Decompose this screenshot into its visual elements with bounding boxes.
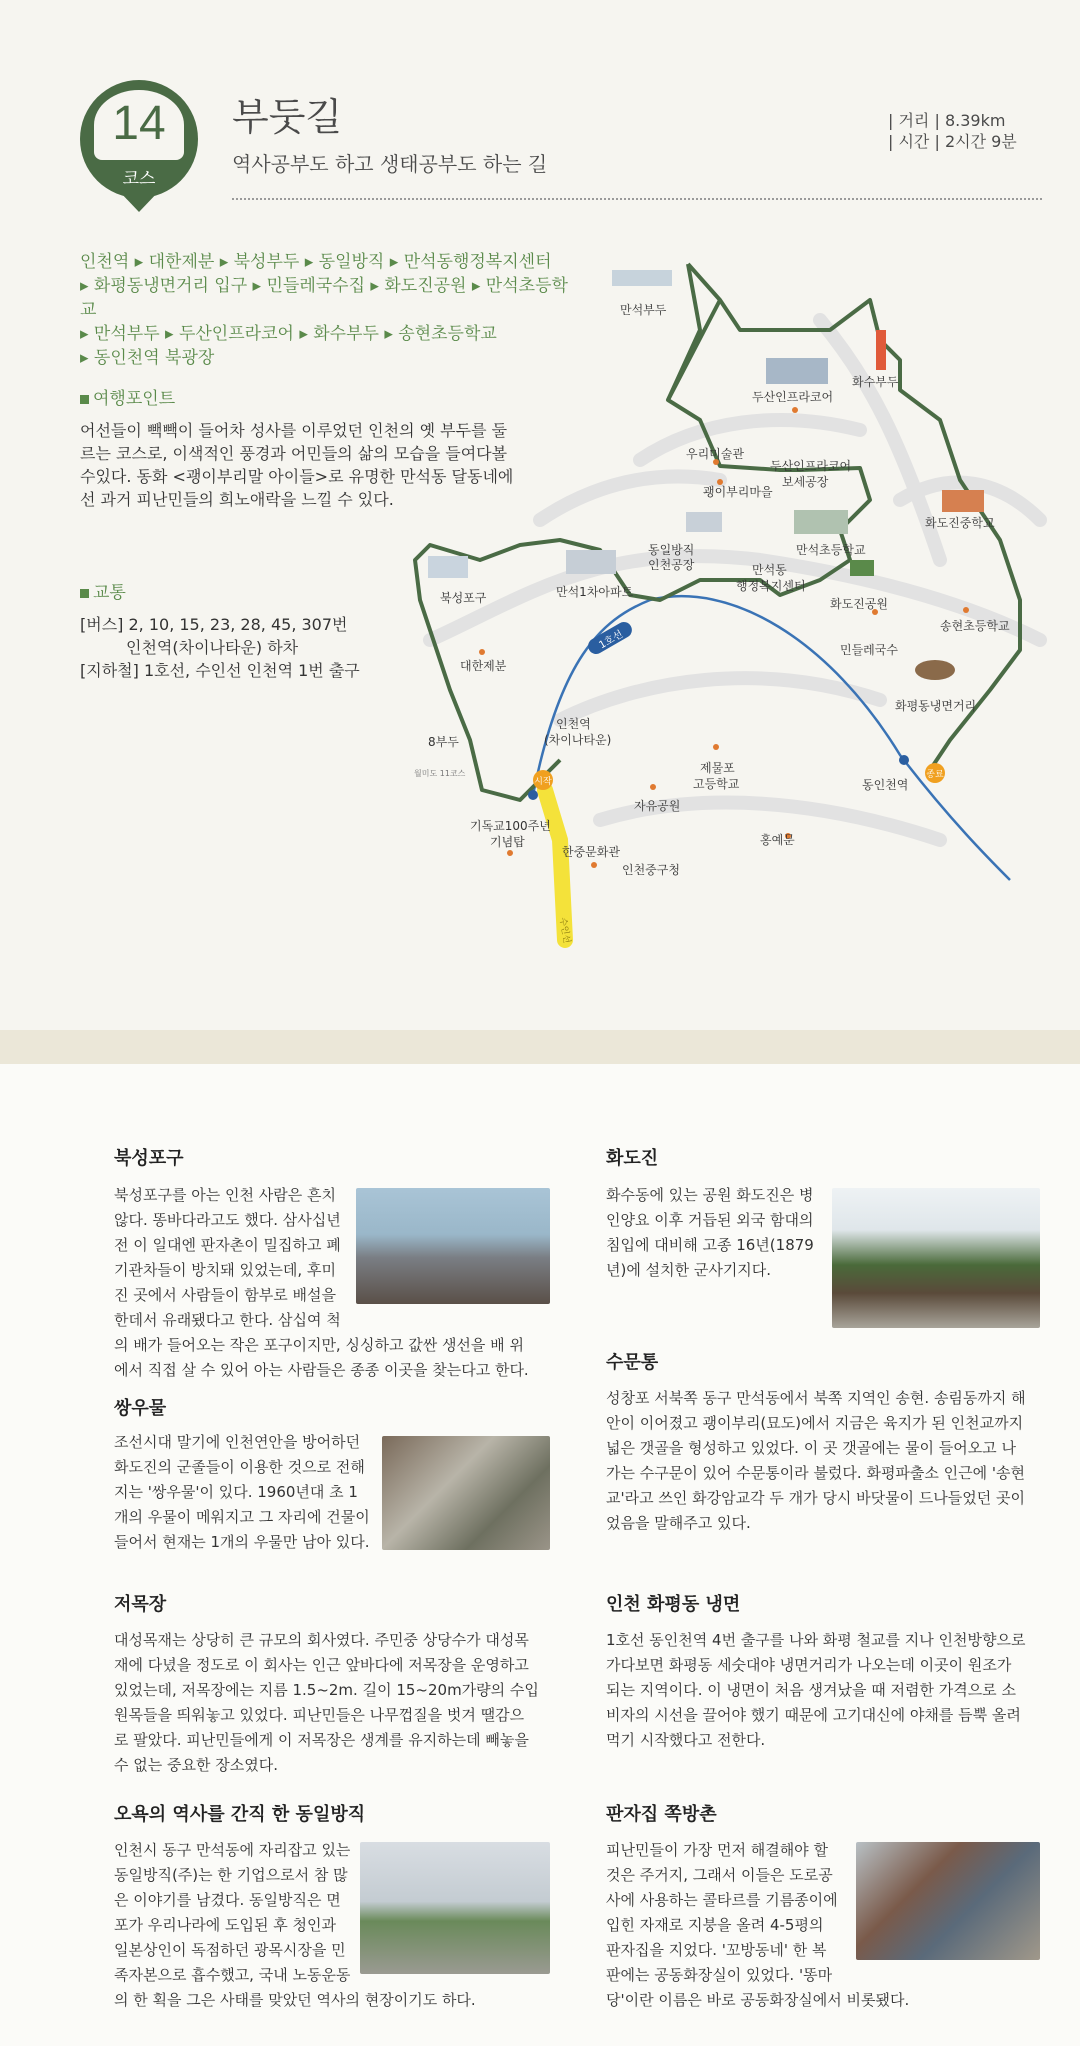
mansuk-elem-building-icon [794,510,848,534]
square-bullet-icon [80,395,89,404]
map-label-daehan: 대한제분 [460,659,507,673]
map-label-jayu: 자유공원 [634,799,681,813]
map-label-dongil-2: 인천공장 [648,558,695,572]
lighthouse-icon [876,330,886,370]
map-label-mansuk-office-2: 행정복지센터 [736,579,806,593]
map-label-doosan: 두산인프라코어 [752,390,834,404]
apartment-icon [566,550,616,574]
end-label: 종료 [926,770,944,780]
section-text-bukseong: 북성포구를 아는 인천 사람은 흔치 않다. 똥바다라고도 했다. 삼사십년 전 이 일대엔 판자촌이 밀집하고 폐 기관차들이 방치돼 있었는데, 후미 진 곳에서 사람들이 함부로 배설을 한데서 유래됐다고 한다. 삼십여 척 의 배가 들어오는 작은 포구이지만, 싱싱하고 값싼 생선을 배 위 에서 직접 살 수 있어 아는 사람들은 종종 이곳을 찾는다고 한다. [114,1186,529,1379]
hwadojin-gate-icon [850,560,874,576]
travel-point-heading: 여행포인트 [80,384,520,409]
start-label: 시작 [534,777,552,787]
course-number: 14 [112,97,166,150]
section-text-jeomokjang: 대성목재는 상당히 큰 규모의 회사였다. 주민중 상당수가 대성목 재에 다녔을 정도로 이 회사는 인근 앞바다에 저목장을 운영하고 있었는데, 저목장에는 지름 1.5~2m. 길이 15~20m가량의 수입 원목들을 띄워놓고 있었다. 피난민들은 나무껍질을 벗겨 땔감으 로 팔았다. 피난민들에게 이 저목장은 생계를 유지하는데 빼놓을 수 없는 중요한 장소였다. [114,1631,539,1774]
map-label-mindeulle: 민들레국수 [840,643,898,657]
course-meta [888,110,1017,152]
square-bullet-icon [80,589,89,598]
map-label-dongincheon: 동인천역 [862,778,909,792]
map-label-mansuk-office-1: 만석동 [752,563,787,577]
course-subtitle: 역사공부도 하고 생태공부도 하는 길 [232,152,548,176]
map-label-church-2: 기념탑 [490,835,525,849]
section-title-jeomokjang: 저목장 [114,1594,167,1615]
map-label-incheon-stn-1: 인천역 [556,717,591,731]
route-line: ▸ 동인천역 북광장 [80,348,215,368]
route-line: ▸ 만석부두 ▸ 두산인프라코어 ▸ 화수부두 ▸ 송현초등학교 [80,324,497,344]
map-label-mansuk-elem: 만석초등학교 [796,543,866,557]
course-duration: | 시간 | 2시간 9분 [888,132,1017,151]
line1-label: 1호선 [597,628,626,652]
section-title-hwadojin: 화도진 [606,1148,659,1169]
section-text-dongil: 인천시 동구 만석동에 자리잡고 있는 동일방직(주)는 한 기업으로서 참 많 은 이야기를 남겼다. 동일방직은 면 포가 우리나라에 도입된 후 청인과 일본상인이 독점하던 광목시장을 민 족자본으로 흡수했고, 국내 노동운동 의 한 획을 그은 사태를 맞았던 역사의 현장이기도 하다. [114,1841,476,2009]
map-label-dongil-1: 동일방직 [648,543,695,557]
map-label-beach: 월미도 11코스 [414,769,466,778]
map-label-hwadojin-park: 화도진공원 [830,597,888,611]
map-label-mansuk-budu: 만석부두 [620,303,667,317]
route-line: 인천역 ▸ 대한제분 ▸ 북성부두 ▸ 동일방직 ▸ 만석동행정복지센터 [80,252,552,272]
course-badge-pin-tip [118,190,160,212]
transport-heading: 교통 [80,578,480,603]
ssangwoomul-photo [382,1436,550,1550]
section-title-ssangwoomul: 쌍우물 [114,1398,167,1419]
map-label-doosan-bose-2: 보세공장 [782,475,829,489]
ship-icon [612,270,672,286]
map-label-junggu: 인천중구청 [622,863,680,877]
dongincheon-station-dot [899,755,909,765]
map-label-gwaengi: 괭이부리마을 [703,485,773,499]
route-map [380,250,1060,970]
hwado-middle-building-icon [942,490,984,512]
course-badge-label: 코스 [122,169,156,189]
section-text-hwadojin: 화수동에 있는 공원 화도진은 병 인양요 이후 거듭된 외국 함대의 침입에 대비해 고종 16년(1879 년)에 설치한 군사기지다. [606,1186,814,1279]
map-label-doosan-bose-1: 두산인프라코어 [770,459,852,473]
map-label-incheon-stn-2: (차이나타운) [544,733,612,747]
transport-bus: [버스] 2, 10, 15, 23, 28, 45, 307번 [80,615,348,634]
naengmyeon-bowl-icon [915,660,955,680]
dongil-building-icon [686,512,722,532]
map-label-jemulpo-2: 고등학교 [693,777,740,791]
bukseong-building-icon [428,556,468,578]
section-title-sumuntong: 수문통 [606,1352,659,1373]
walking-route-branch [668,300,720,400]
map-label-hanjung: 한중문화관 [562,845,620,859]
section-title-bukseong: 북성포구 [114,1148,184,1169]
incheon-station-dot [528,790,538,800]
map-label-hwado-middle: 화도진중학교 [925,516,995,530]
section-title-panja: 판자집 쪽방촌 [606,1804,717,1825]
section-text-panja: 피난민들이 가장 먼저 해결해야 할 것은 주거지, 그래서 이들은 도로공 사에 사용하는 콜타르를 기름종이에 입힌 자재로 지붕을 올려 4-5평의 판자집을 지었다. '꼬방동네' 한 복 판에는 공동화장실이 있었다. '똥마 당'이란 이름은 바로 공동화장실에서 비롯됐다. [606,1841,910,2009]
travel-point-text: 어선들이 빽빽이 들어차 성사를 이루었던 인천의 옛 부두를 둘 르는 코스로, 이색적인 풍경과 어민들의 삶의 모습을 들여다볼 수있다. 동화 <괭이부리말 아이들>로 유명한 만석동 달동네에 선 과거 피난민들의 희노애락을 느낄 수 있다. [80,421,514,509]
section-text-naengmyeon: 1호선 동인천역 4번 출구를 나와 화평 철교를 지나 인천방향으로 가다보면 화평동 세숫대야 냉면거리가 나오는데 이곳이 원조가 되는 지역이다. 이 냉면이 처음 생겨났을 때 저렴한 가격으로 소 비자의 시선을 끌어야 했기 때문에 고기대신에 야채를 듬뿍 올려 먹기 시작했다고 전한다. [606,1631,1026,1749]
map-label-bukseong: 북성포구 [440,591,487,605]
transport-bus-stop: 인천역(차이나타운) 하차 [126,638,299,657]
map-label-songhyun: 송현초등학교 [940,619,1010,633]
hwadojin-photo [832,1188,1040,1328]
map-label-suin: 수인선 [557,916,572,945]
route-line: ▸ 화평동냉면거리 입구 ▸ 민들레국수집 ▸ 화도진공원 ▸ 만석초등학교 [80,276,568,320]
course-title: 부둣길 [232,95,343,139]
map-label-jemulpo-1: 제물포 [700,761,735,775]
map-label-naengmyeon: 화평동냉면거리 [895,699,977,713]
map-label-mansuk-apt: 만석1차아파트 [556,585,634,599]
map-label-uri-museum: 우리미술관 [686,447,744,461]
map-label-pier8: 8부두 [428,735,459,749]
section-title-naengmyeon: 인천 화평동 냉면 [606,1594,741,1615]
map-label-hongyemun: 홍예문 [760,833,795,847]
course-distance: | 거리 | 8.39km [888,111,1006,130]
section-text-sumuntong: 성창포 서북쪽 동구 만석동에서 북쪽 지역인 송현. 송림동까지 해 안이 이어졌고 괭이부리(묘도)에서 지금은 육지가 된 인천교까지 넓은 갯골을 형성하고 있었다. 이 곳 갯골에는 물이 들어오고 나 가는 수구문이 있어 수문통이라 불렀다. 화평파출소 인근에 '송현 교'라고 쓰인 화강암교각 두 개가 당시 바닷물이 드나들었던 곳이 었음을 말해주고 있다. [606,1389,1026,1532]
map-label-hwasu-budu: 화수부두 [852,375,899,389]
doosan-building-icon [766,358,828,384]
decorative-band [0,1030,1080,1064]
section-title-dongil: 오욕의 역사를 간직 한 동일방직 [114,1804,366,1825]
map-label-church-1: 기독교100주년 [470,819,551,833]
section-text-ssangwoomul: 조선시대 말기에 인천연안을 방어하던 화도진의 군졸들이 이용한 것으로 전해 지는 '쌍우물'이 있다. 1960년대 초 1 개의 우물이 메워지고 그 자리에 건물이 들어서 현재는 1개의 우물만 남아 있다. [114,1433,370,1551]
header-divider [232,198,1042,200]
transport-subway: [지하철] 1호선, 수인선 인천역 1번 출구 [80,661,360,680]
